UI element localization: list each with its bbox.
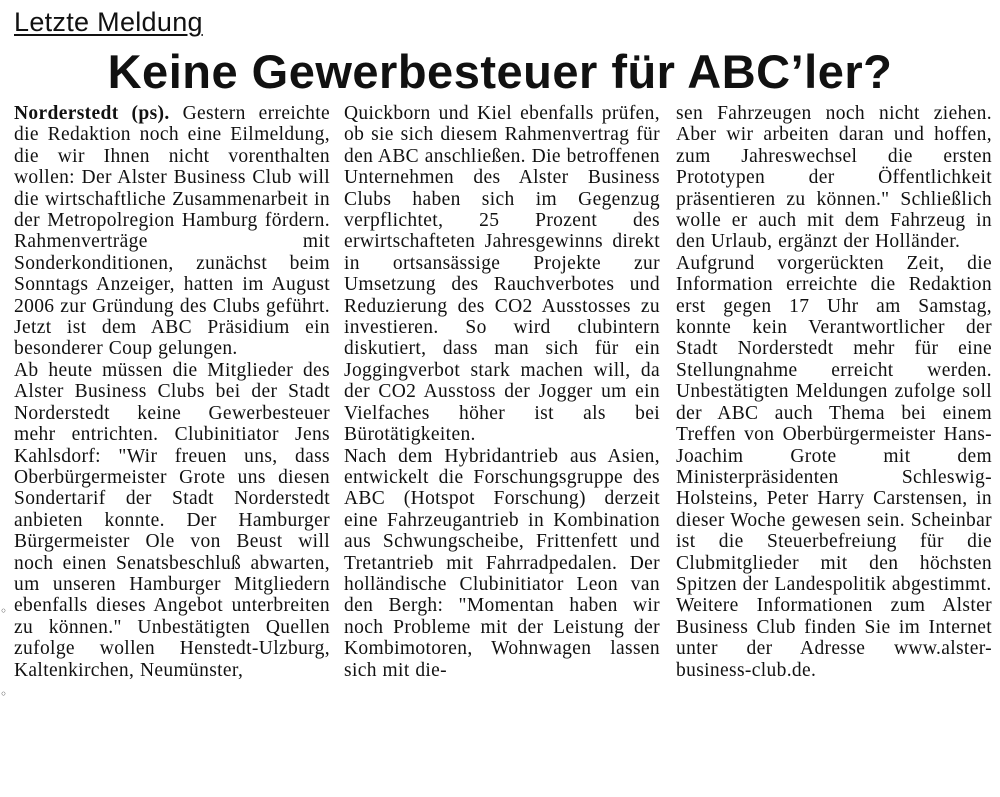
paragraph-text: Gestern erreichte die Redaktion noch eine Eilmeldung, die wir Ihnen nicht vorenthalten wollen: Der Alster Business Club will die wirtschaftliche Zusammenarbeit in der Metropolregion Hamburg fördern. Rahmenverträge mit Sonderkonditionen, zunächst beim Sonntags Anzeiger, hatten im August 2006 zur Gründung des Clubs geführt. Jetzt ist dem ABC Präsidium ein besonderer Coup gelungen.	[14, 103, 331, 360]
headline: Keine Gewerbesteuer für ABC’ler?	[107, 45, 893, 98]
article-paragraph: Ab heute müssen die Mitglieder des Alster Business Clubs bei der Stadt Norderstedt keine Gewerbesteuer mehr entrichten. Clubinitiator Jens Kahlsdorf: "Wir freuen uns, dass Oberbürgermeister Grote uns diesen Sondertarif der Stadt Norderstedt anbieten konnte. Der Hamburger Bürgermeister Ole von Beust will noch einen Senatsbeschluß abwarten, um unseren Hamburger Mitgliedern ebenfalls dieses Angebot unterbreiten zu können." Unbestätigten Quellen zufolge wollen Henstedt-Ulzburg, Kaltenkirchen, Neumünster,	[14, 359, 330, 681]
article-column-3	[676, 103, 992, 681]
article-paragraph: Aufgrund vorgerückten Zeit, die Information erreichte die Redaktion erst gegen 17 Uhr am Samstag, konnte kein Verantwortlicher der Stadt Norderstedt mehr für eine Stellungnahme erreicht werden. Unbestätigten Meldungen zufolge soll der ABC auch Thema bei einem Treffen von Oberbürgermeister Hans-Joachim Grote mit dem Ministerpräsidenten Schleswig-Holsteins, Peter Harry Carstensen, in dieser Woche gewesen sein. Scheinbar ist die Steuerbefreiung für die Clubmitglieder mit den höchsten Spitzen der Landespolitik abgestimmt.	[676, 252, 992, 595]
article-column-1	[14, 103, 330, 681]
dateline: Norderstedt (ps).	[14, 103, 170, 124]
article-paragraph: Nach dem Hybridantrieb aus Asien, entwickelt die Forschungsgruppe des ABC (Hotspot Forschung) derzeit eine Fahrzeugantrieb in Kombination aus Schwungscheibe, Frittenfett und Tretantrieb mit Fahrradpedalen. Der holländische Clubinitiator Leon van den Bergh: "Momentan haben wir noch Probleme mit der Leistung der Kombimotoren, Wohnwagen lassen sich mit die-	[344, 445, 660, 681]
article-paragraph: Quickborn und Kiel ebenfalls prüfen, ob sie sich diesem Rahmenvertrag für den ABC anschließen. Die betroffenen Unternehmen des Alster Business Clubs haben sich im Gegenzug verpflichtet, 25 Prozent des erwirtschafteten Jahresgewinns direkt in ortsansässige Projekte zur Umsetzung des Rauchverbotes und Reduzierung des CO2 Ausstosses zu investieren. So wird clubintern diskutiert, dass man sich für ein Joggingverbot stark machen will, da der CO2 Ausstoss der Jogger um ein Vielfaches höher ist als bei Bürotätigkeiten.	[344, 103, 660, 446]
kicker: Letzte Meldung	[14, 7, 203, 37]
scan-mark: ◦	[0, 687, 8, 701]
scan-mark: ◦	[0, 604, 8, 618]
article-paragraph	[14, 103, 330, 360]
article-column-2	[344, 103, 660, 681]
article-paragraph: sen Fahrzeugen noch nicht ziehen. Aber wir arbeiten daran und hoffen, zum Jahreswechsel die ersten Prototypen der Öffentlichkeit präsentieren zu können." Schließlich wolle er auch mit dem Fahrzeug in den Urlaub, ergänzt der Holländer.	[676, 103, 992, 253]
article-paragraph: Weitere Informationen zum Alster Business Club finden Sie im Internet unter der Adresse www.alster-business-club.de.	[676, 595, 992, 681]
